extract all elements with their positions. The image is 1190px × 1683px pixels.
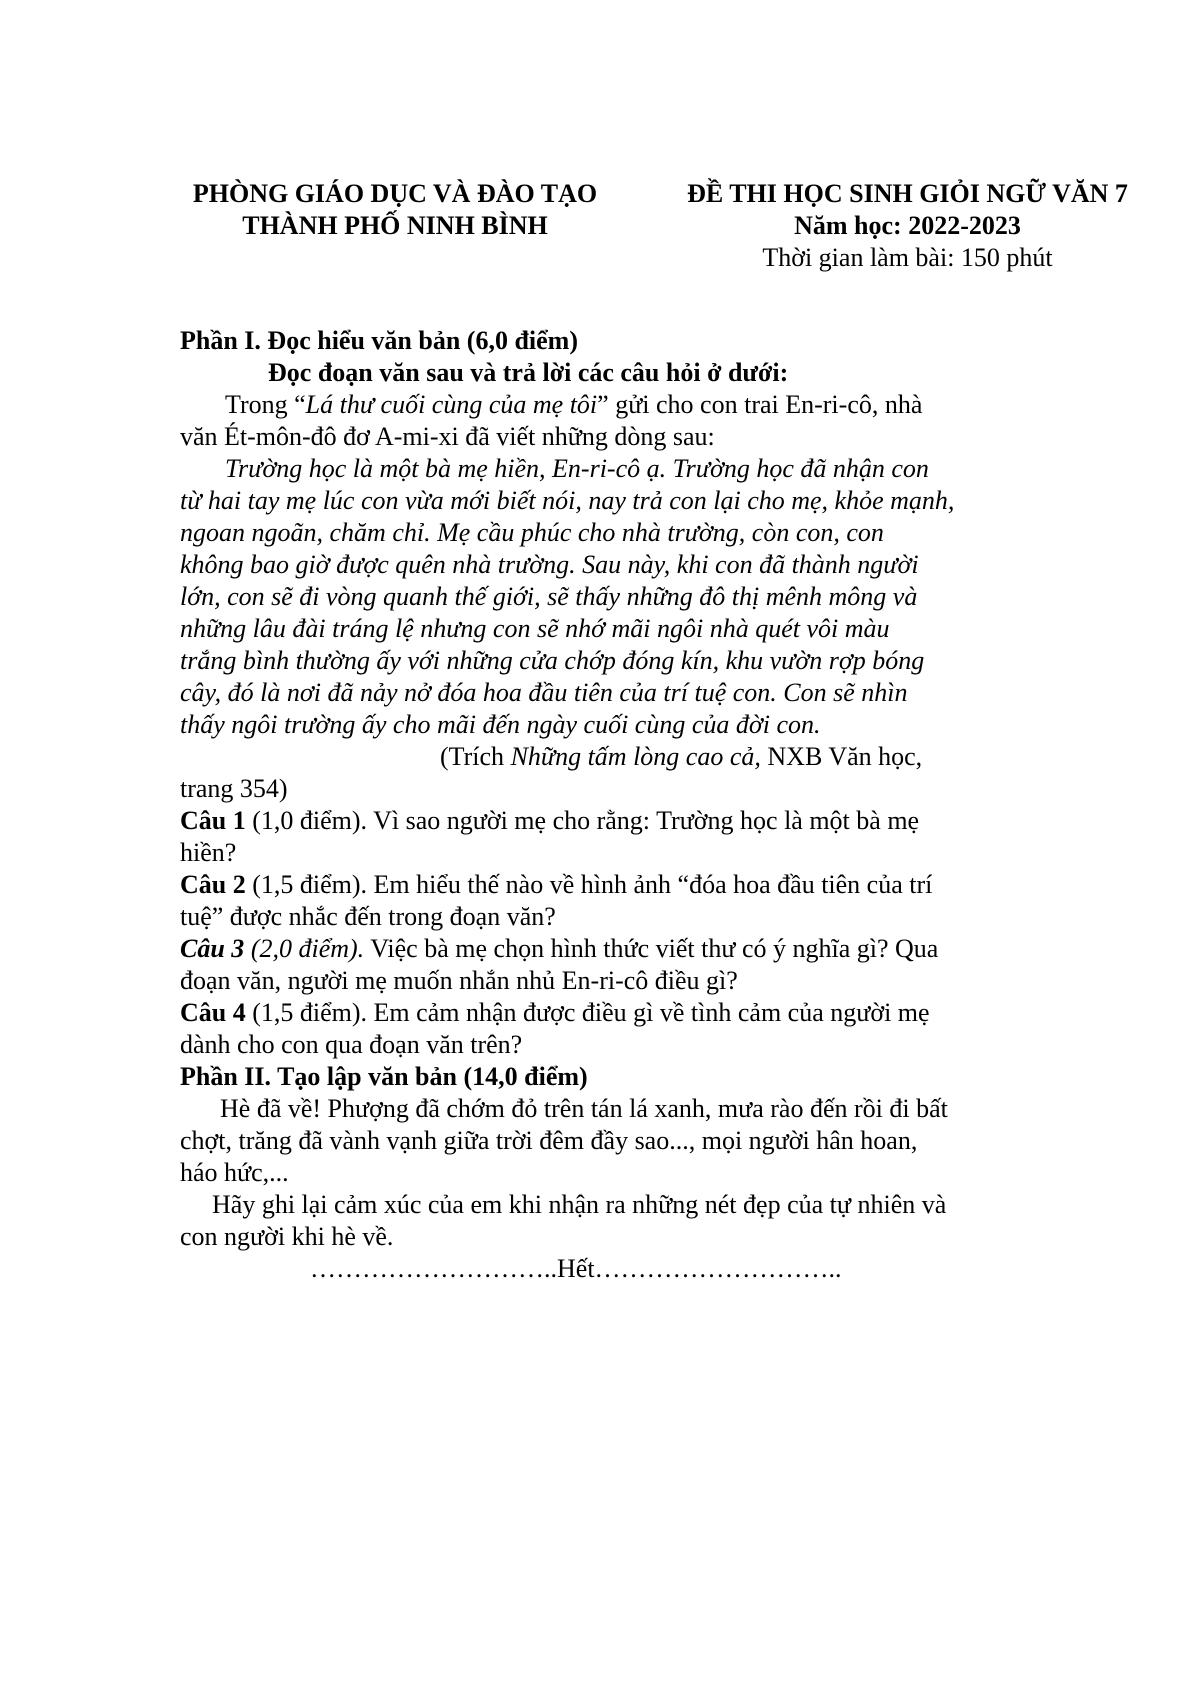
intro-line (180, 389, 1050, 421)
question-text-cont: tuệ” được nhắc đến trong đoạn văn? (180, 902, 556, 931)
intro-text-a: Trong “ (225, 390, 306, 419)
part1-title: Phần I. Đọc hiểu văn bản (6,0 điểm) (180, 326, 578, 355)
question-text: Việc bà mẹ chọn hình thức viết thư có ý nghĩa gì? Qua (364, 934, 939, 963)
passage-line: thấy ngôi trường ấy cho mãi đến ngày cuối cùng của đời con. (180, 710, 821, 739)
exam-content (180, 325, 1050, 1285)
question-points: (2,0 điểm). (244, 934, 365, 963)
question-text-cont: dành cho con qua đoạn văn trên? (180, 1030, 523, 1059)
paragraph-line: Hè đã về! Phượng đã chớm đỏ trên tán lá xanh, mưa rào đến rồi đi bất (220, 1094, 948, 1123)
question-line (180, 933, 1050, 965)
question-label: Câu 4 (180, 998, 246, 1027)
paragraph-line: Hãy ghi lại cảm xúc của em khi nhận ra những nét đẹp của tự nhiên và (212, 1190, 947, 1219)
part2-title: Phần II. Tạo lập văn bản (14,0 điểm) (180, 1062, 588, 1091)
source-citation (180, 741, 1050, 773)
letter-title: Lá thư cuối cùng của mẹ tôi (305, 390, 598, 419)
paragraph-line: con người khi hè về. (180, 1222, 394, 1251)
question-4 (180, 997, 1050, 1061)
passage-line: những lâu đài tráng lệ nhưng con sẽ nhớ mãi ngôi nhà quét vôi màu (180, 614, 890, 643)
passage-line: ngoan ngoãn, chăm chỉ. Mẹ cầu phúc cho nhà trường, còn con, con (180, 518, 884, 547)
source-text-a: (Trích (440, 742, 511, 771)
question-line (180, 805, 1050, 837)
passage-line: trắng bình thường ấy với những cửa chớp đóng kín, khu vườn rợp bóng (180, 646, 925, 675)
city-name: THÀNH PHỐ NINH BÌNH (242, 211, 548, 240)
question-text: (1,0 điểm). Vì sao người mẹ cho rằng: Trường học là một bà mẹ (245, 806, 920, 835)
question-2 (180, 869, 1050, 933)
question-line (180, 869, 1050, 901)
question-text-cont: hiền? (180, 838, 237, 867)
part2-paragraph-2 (180, 1189, 1050, 1253)
paragraph-line: chợt, trăng đã vành vạnh giữa trời đêm đầy sao..., mọi người hân hoan, (180, 1126, 918, 1155)
question-text-cont: đoạn văn, người mẹ muốn nhắn nhủ En-ri-cô điều gì? (180, 966, 738, 995)
reading-passage (180, 453, 1050, 741)
exam-duration: Thời gian làm bài: 150 phút (762, 243, 1053, 272)
question-3 (180, 933, 1050, 997)
department-block (150, 178, 640, 242)
exam-title: ĐỀ THI HỌC SINH GIỎI NGỮ VĂN 7 (687, 179, 1128, 208)
intro-line-2: văn Ét-môn-đô đơ A-mi-xi đã viết những dòng sau: (180, 422, 715, 451)
passage-line: Trường học là một bà mẹ hiền, En-ri-cô ạ. Trường học đã nhận con (225, 454, 929, 483)
question-1 (180, 805, 1050, 869)
book-title: Những tấm lòng cao cả, (510, 742, 761, 771)
part2-paragraph-1 (180, 1093, 1050, 1189)
question-label: Câu 3 (180, 934, 245, 963)
question-text: (1,5 điểm). Em cảm nhận được điều gì về tình cảm của người mẹ (245, 998, 930, 1027)
passage-line: không bao giờ được quên nhà trường. Sau này, khi con đã thành người (180, 550, 919, 579)
question-text: (1,5 điểm). Em hiểu thế nào về hình ảnh “đóa hoa đầu tiên của trí (245, 870, 933, 899)
source-text-b: NXB Văn học, (760, 742, 923, 771)
exam-title-block (645, 178, 1170, 274)
school-year: Năm học: 2022-2023 (794, 211, 1021, 240)
passage-line: từ hai tay mẹ lúc con vừa mới biết nói, nay trả con lại cho mẹ, khỏe mạnh, (180, 486, 955, 515)
part1-instruction: Đọc đoạn văn sau và trả lời các câu hỏi ở dưới: (268, 358, 789, 387)
passage-line: cây, đó là nơi đã nảy nở đóa hoa đầu tiên của trí tuệ con. Con sẽ nhìn (180, 678, 908, 707)
question-line (180, 997, 1050, 1029)
passage-line: lớn, con sẽ đi vòng quanh thế giới, sẽ thấy những đô thị mênh mông và (180, 582, 918, 611)
intro-text-b: ” gửi cho con trai En-ri-cô, nhà (597, 390, 923, 419)
question-label: Câu 2 (180, 870, 246, 899)
end-marker: ………………………..Hết……………………….. (310, 1254, 842, 1283)
department-name: PHÒNG GIÁO DỤC VÀ ĐÀO TẠO (192, 179, 598, 208)
paragraph-line: háo hức,... (180, 1158, 289, 1187)
question-label: Câu 1 (180, 806, 246, 835)
source-page: trang 354) (180, 774, 288, 803)
